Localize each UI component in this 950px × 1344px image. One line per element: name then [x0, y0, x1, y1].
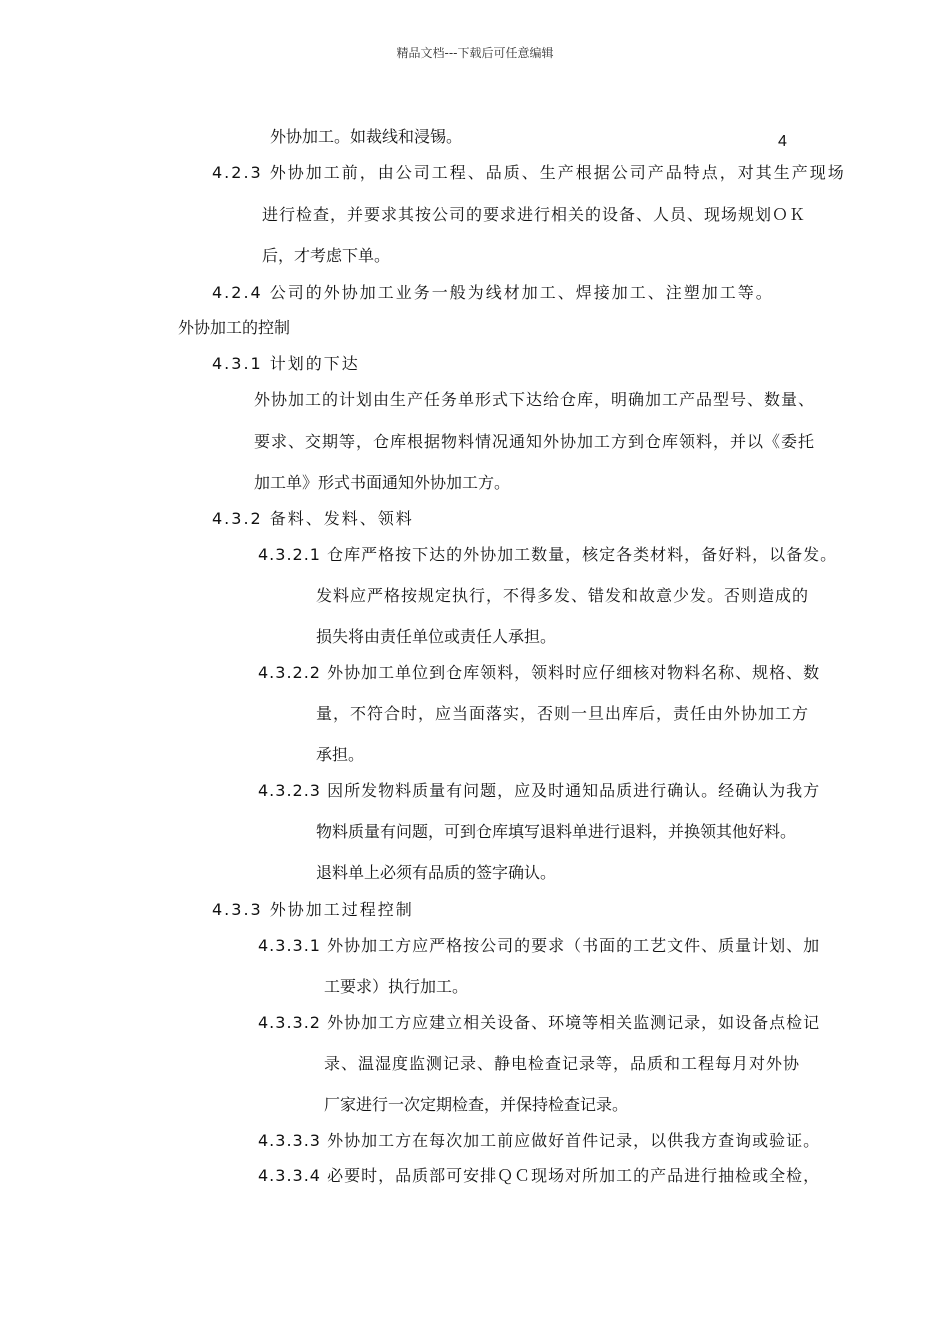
clause-4-3-3-2: 4.3.3.2 外协加工方应建立相关设备、环境等相关监测记录，如设备点检记	[258, 1013, 821, 1032]
paragraph-line: 厂家进行一次定期检查，并保持检查记录。	[324, 1095, 629, 1114]
paragraph-line: 工要求）执行加工。	[324, 977, 469, 996]
page-number: 4	[778, 133, 787, 150]
paragraph-line: 物料质量有问题，可到仓库填写退料单进行退料，并换领其他好料。	[316, 822, 797, 841]
paragraph-line: 量，不符合时，应当面落实，否则一旦出库后，责任由外协加工方	[316, 704, 810, 723]
clause-4-2-3: 4.2.3 外协加工前，由公司工程、品质、生产根据公司产品特点，对其生产现场	[212, 163, 846, 182]
clause-4-2-4: 4.2.4 公司的外协加工业务一般为线材加工、焊接加工、注塑加工等。	[212, 283, 774, 302]
paragraph-line: 录、温湿度监测记录、静电检查记录等，品质和工程每月对外协	[324, 1054, 801, 1073]
clause-4-3-3-4: 4.3.3.4 必要时，品质部可安排ＱＣ现场对所加工的产品进行抽检或全检，	[258, 1166, 821, 1185]
paragraph-line: 要求、交期等，仓库根据物料情况通知外协加工方到仓库领料，并以《委托	[254, 432, 816, 451]
clause-4-3-1: 4.3.1 计划的下达	[212, 354, 360, 373]
paragraph-line: 退料单上必须有品质的签字确认。	[316, 863, 557, 882]
clause-4-3-3: 4.3.3 外协加工过程控制	[212, 900, 414, 919]
paragraph-line: 加工单》形式书面通知外协加工方。	[254, 473, 511, 492]
clause-4-3-2: 4.3.2 备料、发料、领料	[212, 509, 414, 528]
paragraph-line: 外协加工。如裁线和浸锡。	[270, 127, 463, 146]
clause-4-3-3-1: 4.3.3.1 外协加工方应严格按公司的要求（书面的工艺文件、质量计划、加	[258, 936, 821, 955]
clause-4-3-2-3: 4.3.2.3 因所发物料质量有问题，应及时通知品质进行确认。经确认为我方	[258, 781, 821, 800]
paragraph-line: 发料应严格按规定执行，不得多发、错发和故意少发。否则造成的	[316, 586, 810, 605]
clause-4-3-2-1: 4.3.2.1 仓库严格按下达的外协加工数量，核定各类材料，备好料，以备发。	[258, 545, 838, 564]
clause-4-3-3-3: 4.3.3.3 外协加工方在每次加工前应做好首件记录，以供我方查询或验证。	[258, 1131, 821, 1150]
clause-4-3-2-2: 4.3.2.2 外协加工单位到仓库领料，领料时应仔细核对物料名称、规格、数	[258, 663, 821, 682]
paragraph-line: 损失将由责任单位或责任人承担。	[316, 627, 557, 646]
section-heading: 外协加工的控制	[178, 318, 291, 337]
page-header: 精品文档---下载后可任意编辑	[396, 46, 554, 60]
paragraph-line: 承担。	[316, 745, 365, 764]
paragraph-line: 后，才考虑下单。	[262, 246, 391, 265]
paragraph-line: 进行检查，并要求其按公司的要求进行相关的设备、人员、现场规划ＯＫ	[262, 205, 807, 224]
paragraph-line: 外协加工的计划由生产任务单形式下达给仓库，明确加工产品型号、数量、	[254, 390, 816, 409]
